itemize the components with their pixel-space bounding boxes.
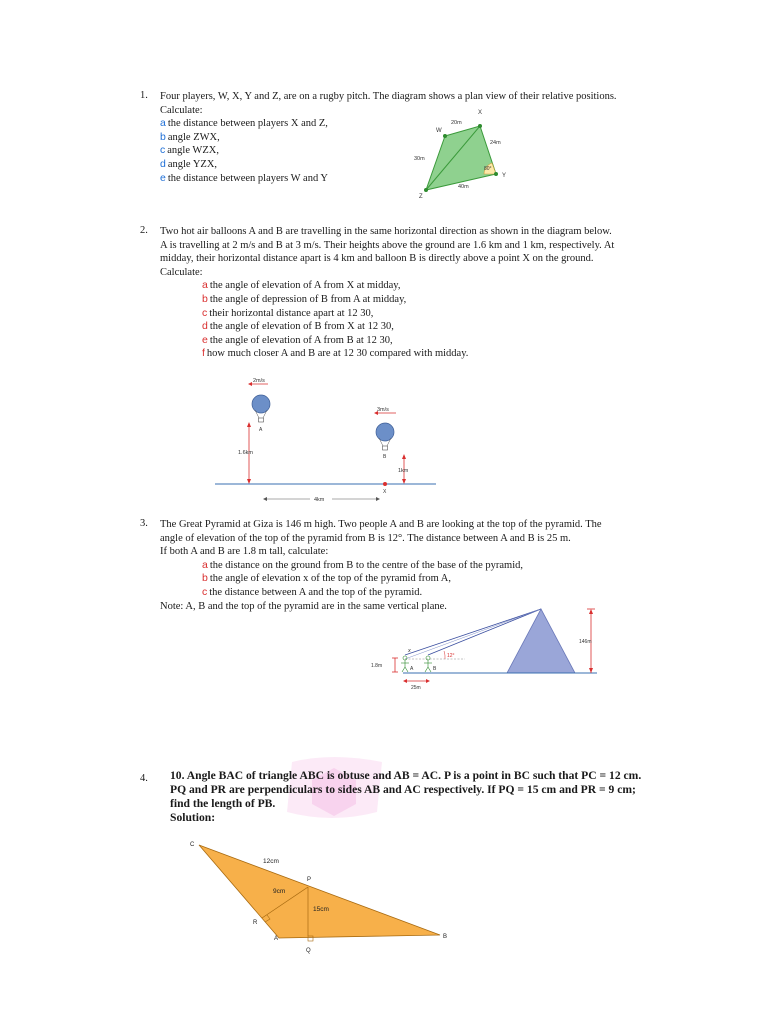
part-text: how much closer A and B are at 12 30 compared with midday. — [206, 348, 469, 360]
label-x: X — [478, 110, 483, 116]
q3-number: 3. — [140, 518, 148, 529]
part-text: their horizontal distance apart at 12 30, — [209, 307, 374, 319]
q3-part-c — [202, 586, 602, 600]
person-b-leg-left — [425, 667, 428, 672]
part-label: b — [202, 572, 208, 585]
balloon-b — [376, 423, 394, 441]
part-text: the distance between A and the top of the pyramid. — [209, 586, 423, 598]
label-pq-length: 15cm — [313, 906, 329, 913]
q1-part-a — [160, 117, 617, 131]
part-label: a — [202, 279, 208, 292]
pyramid-height-arrow-top — [589, 609, 593, 614]
point-x — [478, 124, 482, 128]
label-y: Y — [502, 173, 507, 179]
q4-number: 4. — [140, 773, 148, 784]
label-wx-length: 20m — [451, 120, 462, 126]
label-angle-80: 80° — [484, 166, 492, 172]
distance-ab-arrow-right — [426, 679, 430, 683]
label-person-a: A — [410, 666, 414, 672]
label-speed-b: 3m/s — [377, 407, 389, 413]
part-label: e — [160, 171, 166, 184]
part-text: the angle of elevation x of the top of the pyramid from A, — [209, 573, 451, 585]
label-person-height: 1.8m — [371, 663, 383, 669]
q2-line2: A is travelling at 2 m/s and B at 3 m/s. Their heights above the ground are 1.6 km and 1 km, respectively. At — [160, 239, 615, 251]
part-label: a — [160, 117, 166, 130]
label-c: C — [190, 842, 195, 848]
label-pyramid-height: 146m — [579, 639, 592, 645]
q1-part-b — [160, 131, 617, 145]
person-a-head — [403, 656, 407, 660]
q1-part-e — [160, 172, 617, 186]
q3-part-b — [202, 572, 602, 586]
label-angle-12: 12° — [447, 653, 455, 659]
quadrilateral-wxyz — [426, 126, 496, 190]
q2-number: 2. — [140, 225, 148, 236]
q2-line1: Two hot air balloons A and B are travelling in the same horizontal direction as shown in the diagram below. — [160, 226, 612, 237]
point-z — [424, 188, 428, 192]
label-zy-length: 40m — [458, 184, 469, 190]
q1-line1: Four players, W, X, Y and Z, are on a rugby pitch. The diagram shows a plan view of their relative positions. — [160, 91, 617, 102]
label-pr-length: 9cm — [273, 888, 286, 895]
height-arrow-a-top — [247, 422, 251, 427]
part-label: d — [160, 157, 166, 170]
q2-part-a — [202, 279, 614, 293]
q4-line1: 10. Angle BAC of triangle ABC is obtuse and AB = AC. P is a point in BC such that PC = 12 cm. — [170, 769, 642, 782]
part-label: b — [160, 130, 166, 143]
distance-arrow-right — [376, 497, 380, 501]
label-z: Z — [419, 194, 423, 200]
q2-part-e — [202, 334, 614, 348]
part-label: e — [202, 333, 208, 346]
balloon-a — [252, 395, 270, 413]
triangle-abc — [199, 845, 440, 938]
q1-number: 1. — [140, 90, 148, 101]
label-q: Q — [306, 948, 311, 954]
part-label: a — [202, 558, 208, 571]
part-text: the angle of elevation of A from X at midday, — [209, 280, 401, 292]
q3-figure-pyramid — [365, 603, 605, 695]
q3-note: Note: A, B and the top of the pyramid are in the same vertical plane. — [160, 600, 447, 612]
part-text: angle YZX, — [167, 158, 218, 170]
q2-figure-balloons — [210, 372, 440, 506]
person-b-head — [426, 656, 430, 660]
q3-line1: The Great Pyramid at Giza is 146 m high. Two people A and B are looking at the top of the pyramid. The — [160, 519, 602, 530]
height-arrow-b-top — [402, 454, 406, 459]
part-label: c — [160, 144, 166, 157]
distance-arrow-left — [263, 497, 267, 501]
q2-part-c — [202, 307, 614, 321]
question-2 — [160, 225, 614, 361]
person-a-leg-left — [402, 667, 405, 672]
question-4 — [170, 769, 641, 825]
part-label: b — [202, 292, 208, 305]
label-r: R — [253, 920, 258, 926]
part-text: angle WZX, — [167, 145, 219, 157]
q4-figure-triangle — [185, 835, 455, 955]
label-balloon-b: B — [383, 454, 387, 460]
part-text: the angle of elevation of B from X at 12 30, — [209, 321, 394, 333]
part-text: the distance between players W and Y — [167, 172, 329, 184]
person-b-leg-right — [428, 667, 431, 672]
label-b: B — [443, 934, 448, 940]
question-3 — [160, 518, 602, 613]
speed-arrow-a-head — [248, 382, 252, 386]
q4-line2: PQ and PR are perpendiculars to sides AB and AC respectively. If PQ = 15 cm and PR = 9 cm; — [170, 783, 636, 796]
part-text: the distance on the ground from B to the centre of the base of the pyramid, — [209, 559, 523, 571]
label-height-a: 1.6km — [238, 450, 253, 456]
height-arrow-a-bottom — [247, 479, 251, 484]
label-angle-x: x — [408, 648, 411, 654]
label-distance: 4km — [314, 497, 325, 503]
part-text: the angle of depression of B from A at midday, — [209, 293, 407, 305]
q2-line3: midday, their horizontal distance apart is 4 km and balloon B is directly above a point X on the ground. — [160, 253, 594, 265]
height-arrow-b-bottom — [402, 479, 406, 484]
q4-line4: Solution: — [170, 811, 216, 824]
label-distance-ab: 25m — [411, 685, 421, 691]
q1-part-d — [160, 158, 617, 172]
q1-line2: Calculate: — [160, 104, 203, 116]
label-pc-length: 12cm — [263, 858, 279, 865]
q2-part-d — [202, 320, 614, 334]
label-w: W — [436, 128, 442, 134]
q3-part-a — [202, 559, 602, 573]
person-a-leg-right — [405, 667, 408, 672]
pyramid-height-arrow-bottom — [589, 668, 593, 673]
label-wz-length: 30m — [414, 156, 425, 162]
label-balloon-a: A — [259, 427, 263, 433]
question-1 — [160, 90, 617, 185]
q2-line4: Calculate: — [160, 266, 203, 278]
label-height-b: 1km — [398, 468, 409, 474]
q2-part-b — [202, 293, 614, 307]
part-label: c — [202, 585, 208, 598]
label-xy-length: 24m — [490, 140, 501, 146]
balloon-a-basket — [259, 418, 264, 422]
part-text: the angle of elevation of A from B at 12 30, — [209, 334, 393, 346]
point-w — [443, 134, 447, 138]
point-y — [494, 172, 498, 176]
part-label: f — [202, 347, 205, 360]
part-text: the distance between players X and Z, — [167, 118, 328, 130]
q1-figure-quadrilateral — [400, 104, 520, 204]
part-label: c — [202, 306, 208, 319]
distance-ab-arrow-left — [403, 679, 407, 683]
q3-line2: angle of elevation of the top of the pyramid from B is 12°. The distance between A and B is 25 m. — [160, 532, 571, 544]
point-x — [383, 482, 387, 486]
label-p: P — [307, 877, 312, 883]
balloon-b-basket — [383, 446, 388, 450]
angle-12-arc — [444, 651, 445, 659]
q3-line3: If both A and B are 1.8 m tall, calculate: — [160, 546, 329, 558]
q2-part-f — [202, 347, 614, 361]
label-a: A — [274, 936, 279, 942]
q1-part-c — [160, 144, 617, 158]
label-person-b: B — [433, 666, 437, 672]
q4-line3: find the length of PB. — [170, 797, 276, 810]
label-speed-a: 2m/s — [253, 378, 265, 384]
label-x: X — [383, 489, 387, 495]
part-label: d — [202, 320, 208, 333]
part-text: angle ZWX, — [167, 131, 220, 143]
